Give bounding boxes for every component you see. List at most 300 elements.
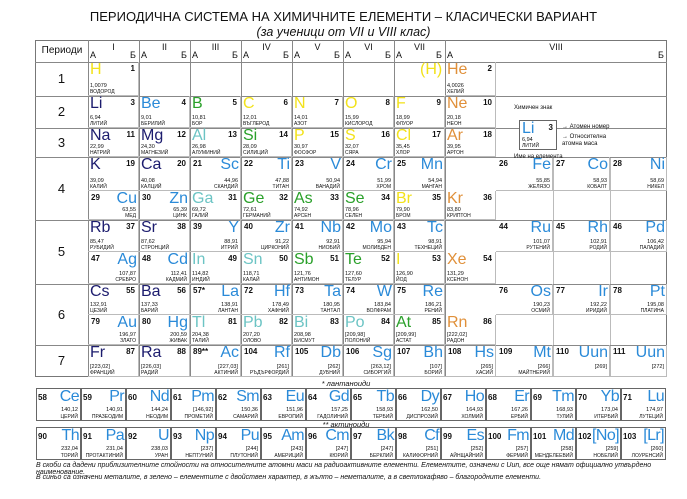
element-symbol: Pd [645, 219, 665, 236]
element-name: ГАДОЛИНИЙ [317, 414, 348, 420]
atomic-number: 40 [244, 222, 253, 231]
atomic-mass: 9,01 [141, 115, 152, 121]
element-cell-tl[interactable] [190, 315, 241, 345]
element-symbol: Bk [376, 427, 394, 444]
element-cell-hg[interactable] [139, 315, 190, 345]
atomic-mass: 196,97 [119, 332, 136, 338]
element-cell-al[interactable] [190, 128, 241, 157]
atomic-number: 103 [623, 432, 637, 441]
element-cell-in[interactable] [190, 252, 241, 284]
actinide-cell-no[interactable] [576, 427, 621, 460]
element-cell-br[interactable] [394, 191, 445, 220]
element-cell-au[interactable] [88, 315, 139, 345]
actinide-cell-cf[interactable] [396, 427, 441, 460]
element-symbol: C [243, 95, 255, 112]
element-cell-fe[interactable] [496, 157, 553, 191]
element-name: КИСЛОРОД [345, 121, 373, 127]
atomic-number: 7 [334, 98, 339, 107]
lanthanide-cell-ce[interactable] [36, 388, 81, 421]
actinide-cell-u[interactable] [126, 427, 171, 460]
group-header: I [112, 42, 115, 52]
lanthanide-cell-lu[interactable] [621, 388, 666, 421]
element-cell-si[interactable] [241, 128, 292, 157]
atomic-number: 69 [533, 393, 542, 402]
atomic-mass: 144,24 [151, 407, 168, 413]
lanthanide-cell-eu[interactable] [261, 388, 306, 421]
element-cell-xe[interactable] [445, 252, 496, 284]
element-symbol: Md [552, 427, 574, 444]
element-name: КАЛАЙ [243, 277, 260, 283]
atomic-mass: 6,94 [90, 115, 101, 121]
element-name: ТЕЛУР [345, 277, 362, 283]
element-cell-sg[interactable] [343, 345, 394, 377]
element-name: САМАРИЙ [233, 414, 258, 420]
element-cell-fr[interactable] [88, 345, 139, 377]
element-symbol: Sm [236, 388, 259, 405]
atomic-number: 18 [483, 130, 492, 139]
element-name: ХРОМ [376, 184, 391, 190]
element-cell-li[interactable] [88, 96, 139, 128]
element-cell-rn[interactable] [445, 315, 496, 345]
element-cell-pt[interactable] [610, 284, 667, 315]
element-cell-s[interactable] [343, 128, 394, 157]
element-name: АРСЕН [294, 213, 312, 219]
atomic-mass: 232,04 [61, 446, 78, 452]
lanthanide-cell-gd[interactable] [306, 388, 351, 421]
element-name: ИНДИЙ [192, 277, 210, 283]
element-cell-ga[interactable] [190, 191, 241, 220]
actinide-cell-cm[interactable] [306, 427, 351, 460]
atomic-number: 66 [398, 393, 407, 402]
element-symbol: Zr [274, 219, 290, 236]
atomic-number: 57* [193, 286, 206, 295]
element-cell-pb[interactable] [241, 315, 292, 345]
element-cell-mt[interactable] [496, 345, 553, 377]
atomic-mass: 157,25 [331, 407, 348, 413]
lanthanides-label: * лантаноиди [321, 379, 371, 388]
subgroup-a-header: А [243, 50, 250, 60]
element-name: МЕНДЕЛЕЕВИЙ [534, 453, 573, 459]
element-cell-ge[interactable] [241, 191, 292, 220]
element-symbol: In [192, 251, 206, 268]
group-header: VIII [549, 42, 563, 52]
element-symbol: Uun [635, 344, 665, 361]
atomic-mass: 151,96 [286, 407, 303, 413]
element-cell-he[interactable] [445, 62, 496, 96]
element-symbol: Cf [424, 427, 439, 444]
atomic-mass: [263,12] [371, 364, 391, 370]
atomic-number: 16 [381, 130, 390, 139]
element-cell-bi[interactable] [292, 315, 343, 345]
atomic-mass: 112,41 [170, 271, 187, 277]
atomic-mass: 91,22 [275, 239, 289, 245]
atomic-mass: 78,96 [345, 207, 359, 213]
element-cell-zn[interactable] [139, 191, 190, 220]
atomic-number: 93 [173, 432, 182, 441]
element-symbol: Ga [192, 190, 214, 207]
element-cell-po[interactable] [343, 315, 394, 345]
element-symbol: B [192, 95, 203, 112]
element-symbol: Ba [141, 283, 161, 300]
element-cell-uun[interactable] [553, 345, 610, 377]
element-name: НЕПТУНИЙ [185, 453, 213, 459]
atomic-number: 111 [613, 347, 626, 356]
subgroup-b-header: Б [232, 50, 238, 60]
element-cell-cs[interactable] [88, 284, 139, 315]
subgroup-b-header: Б [334, 50, 340, 60]
element-name: ХАФНИЙ [267, 308, 289, 314]
element-name: ТАНТАЛ [320, 308, 340, 314]
element-cell-p[interactable] [292, 128, 343, 157]
atomic-mass: 207,20 [243, 332, 260, 338]
element-symbol: Yb [600, 388, 619, 405]
atomic-number: 105 [295, 347, 309, 356]
element-name: СИЛИЦИЙ [243, 150, 268, 156]
legend-sample-symbol: Li [522, 120, 535, 137]
element-cell-b[interactable] [190, 96, 241, 128]
element-symbol: Ne [447, 95, 468, 112]
element-name: ФОСФОР [294, 150, 317, 156]
atomic-number: 62 [218, 393, 227, 402]
group-header: III [211, 42, 220, 52]
element-symbol: Gd [328, 388, 349, 405]
atomic-number: 8 [385, 98, 390, 107]
element-cell-sr[interactable] [139, 220, 190, 252]
element-cell-se[interactable] [343, 191, 394, 220]
atomic-number: 39 [193, 222, 202, 231]
element-cell-ta[interactable] [292, 284, 343, 315]
element-name: ТИТАН [272, 184, 289, 190]
element-cell-v[interactable] [292, 157, 343, 191]
atomic-mass: [243] [290, 446, 303, 452]
atomic-mass: [247] [335, 446, 348, 452]
atomic-number: 74 [346, 286, 355, 295]
element-symbol: Rb [90, 219, 111, 236]
actinide-cell-es[interactable] [441, 427, 486, 460]
atomic-mass: 98,91 [428, 239, 442, 245]
element-cell-k[interactable] [88, 157, 139, 191]
subgroup-b-header: Б [436, 50, 442, 60]
element-cell-o[interactable] [343, 96, 394, 128]
element-cell-as[interactable] [292, 191, 343, 220]
element-name: ЗЛАТО [120, 338, 136, 344]
element-name: ТЕХНЕЦИЙ [414, 245, 442, 251]
element-symbol: Fm [507, 427, 529, 444]
element-symbol: Nd [149, 388, 169, 405]
atomic-mass: 137,33 [141, 302, 158, 308]
element-cell-mn[interactable] [394, 157, 445, 191]
atomic-mass: 12,01 [243, 115, 257, 121]
period-label: 6 [57, 306, 66, 322]
element-cell-f[interactable] [394, 96, 445, 128]
element-cell-y[interactable] [190, 220, 241, 252]
element-cell-la[interactable] [190, 284, 241, 315]
atomic-mass: 10,81 [192, 115, 206, 121]
actinide-cell-th[interactable] [36, 427, 81, 460]
element-name: НИКЕЛ [647, 184, 664, 190]
atomic-number: 102 [578, 432, 592, 441]
atomic-mass: 44,96 [224, 178, 238, 184]
element-cell-sb[interactable] [292, 252, 343, 284]
element-name: ЕВРОПИЙ [278, 414, 303, 420]
element-cell-rh[interactable] [553, 220, 610, 252]
element-symbol: Rf [274, 344, 290, 361]
atomic-number: 25 [397, 159, 406, 168]
element-name: АМЕРИЦИЙ [274, 453, 303, 459]
element-cell-pd[interactable] [610, 220, 667, 252]
element-cell-co[interactable] [553, 157, 610, 191]
lanthanide-cell-sm[interactable] [216, 388, 261, 421]
element-symbol: Sg [372, 344, 392, 361]
lanthanide-cell-tb[interactable] [351, 388, 396, 421]
atomic-mass: 238,03 [151, 446, 168, 452]
atomic-number: 59 [83, 393, 92, 402]
element-cell-cu[interactable] [88, 191, 139, 220]
element-cell-rb[interactable] [88, 220, 139, 252]
element-name: ИРИДИЙ [585, 308, 607, 314]
lanthanide-cell-pm[interactable] [171, 388, 216, 421]
lanthanide-cell-pr[interactable] [81, 388, 126, 421]
atomic-number: 75 [397, 286, 406, 295]
atomic-mass: 15,99 [345, 115, 359, 121]
element-symbol: Ir [598, 283, 608, 300]
element-symbol: W [376, 283, 392, 300]
element-name: КРИПТОН [447, 213, 471, 219]
element-cell-h[interactable] [88, 62, 139, 96]
atomic-mass: 4,0026 [447, 83, 464, 89]
atomic-number: 60 [128, 393, 137, 402]
atomic-mass: 158,93 [376, 407, 393, 413]
lanthanide-cell-ho[interactable] [441, 388, 486, 421]
atomic-mass: [244] [245, 446, 258, 452]
element-cell-na[interactable] [88, 128, 139, 157]
element-cell-rf[interactable] [241, 345, 292, 377]
element-cell-ni[interactable] [610, 157, 667, 191]
atomic-mass: 1,0079 [90, 83, 107, 89]
element-cell-tc[interactable] [394, 220, 445, 252]
atomic-mass: [222,02] [447, 332, 467, 338]
period-label: 2 [57, 104, 66, 119]
element-name: ИТЕРБИЙ [594, 414, 618, 420]
element-name: ЛОУРЕНСИЙ [631, 453, 663, 459]
element-name: БАРИЙ [141, 308, 159, 314]
element-cell-hf[interactable] [241, 284, 292, 315]
element-cell-ag[interactable] [88, 252, 139, 284]
element-symbol: Tc [427, 219, 443, 236]
atomic-mass: 47,88 [275, 178, 289, 184]
element-symbol: Os [530, 283, 551, 300]
atomic-number: 73 [295, 286, 304, 295]
actinide-cell-fm[interactable] [486, 427, 531, 460]
element-name: БЕРКЛИЙ [369, 453, 393, 459]
element-cell-be[interactable] [139, 96, 190, 128]
atomic-mass: 131,29 [447, 271, 464, 277]
atomic-mass: 74,92 [294, 207, 308, 213]
element-name: ТУЛИЙ [556, 414, 573, 420]
atomic-number: 35 [432, 193, 441, 202]
element-symbol: Eu [285, 388, 304, 405]
element-cell-ru[interactable] [496, 220, 553, 252]
element-symbol: Cu [116, 190, 137, 207]
actinide-cell-bk[interactable] [351, 427, 396, 460]
lanthanide-cell-nd[interactable] [126, 388, 171, 421]
footnote-1: В скоби са дадени приблизителните стойности на относителните атомни маси на радиоактивните елементи. Елементите, означени с Uun, все още нямат официално утвърдено наименование. [36, 462, 652, 476]
lanthanide-cell-yb[interactable] [576, 388, 621, 421]
element-cell-c[interactable] [241, 96, 292, 128]
element-name: ТЕРБИЙ [372, 414, 393, 420]
actinide-cell-lr[interactable] [621, 427, 666, 460]
element-symbol: At [396, 314, 412, 331]
element-name: РУТЕНИЙ [526, 245, 550, 251]
legend-sample-number: 3 [548, 123, 553, 132]
element-symbol: Y [228, 219, 239, 236]
atomic-number: 38 [177, 222, 186, 231]
element-symbol: Mg [141, 127, 164, 144]
legend-name-label: Име на елемента [514, 154, 563, 160]
element-cell-sc[interactable] [190, 157, 241, 191]
element-cell-os[interactable] [496, 284, 553, 315]
atomic-number: 51 [330, 254, 339, 263]
element-cell-hs[interactable] [445, 345, 496, 377]
element-cell-zr[interactable] [241, 220, 292, 252]
element-cell-bh[interactable] [394, 345, 445, 377]
atomic-mass: 55,85 [536, 178, 550, 184]
element-name: ХАСИЙ [475, 370, 493, 376]
actinide-cell-np[interactable] [171, 427, 216, 460]
atomic-mass: 30,97 [294, 144, 308, 150]
element-cell-mo[interactable] [343, 220, 394, 252]
atomic-mass: [107] [429, 364, 442, 370]
element-cell-n[interactable] [292, 96, 343, 128]
element-symbol: Ra [141, 344, 162, 361]
element-cell-cl[interactable] [394, 128, 445, 157]
element-cell-mg[interactable] [139, 128, 190, 157]
element-name: КАЛИФОРНИЙ [402, 453, 438, 459]
atomic-number: 17 [432, 130, 441, 139]
page-subtitle: (за ученици от VII и VIII клас) [256, 25, 431, 39]
element-name: ПОЛОНИЙ [345, 338, 371, 344]
atomic-mass: 50,94 [326, 178, 340, 184]
atomic-number: 58 [38, 393, 47, 402]
element-cell-kr[interactable] [445, 191, 496, 220]
element-cell-db[interactable] [292, 345, 343, 377]
element-symbol: Nb [320, 219, 341, 236]
element-cell-ba[interactable] [139, 284, 190, 315]
element-cell-ne[interactable] [445, 96, 496, 128]
actinide-cell-pa[interactable] [81, 427, 126, 460]
element-cell-ca[interactable] [139, 157, 190, 191]
element-cell-ra[interactable] [139, 345, 190, 377]
element-cell-sn[interactable] [241, 252, 292, 284]
element-name: КСЕНОН [447, 277, 468, 283]
atomic-mass: 58,93 [593, 178, 607, 184]
element-symbol: Sc [220, 156, 239, 173]
element-name: ПРОТАКТИНИЙ [85, 453, 123, 459]
atomic-mass: 140,12 [61, 407, 78, 413]
lanthanide-cell-dy[interactable] [396, 388, 441, 421]
page-title: ПЕРИОДИЧНА СИСТЕМА НА ХИМИЧНИТЕ ЕЛЕМЕНТИ – КЛАСИЧЕСКИ ВАРИАНТ [89, 9, 598, 24]
atomic-number: 42 [346, 222, 355, 231]
element-symbol: Pu [240, 427, 259, 444]
element-cell-re[interactable] [394, 284, 445, 315]
atomic-number: 94 [218, 432, 227, 441]
element-cell-te[interactable] [343, 252, 394, 284]
element-cell-w[interactable] [343, 284, 394, 315]
atomic-number: 65 [353, 393, 362, 402]
element-name: ЦИРКОНИЙ [260, 245, 289, 251]
element-cell-ir[interactable] [553, 284, 610, 315]
element-name: РЪДЪРФОРДИЙ [249, 370, 289, 376]
atomic-mass: 20,18 [447, 115, 461, 121]
atomic-mass: [251] [425, 446, 438, 452]
atomic-mass: [265] [480, 364, 493, 370]
element-name: ГАЛИЙ [192, 213, 209, 219]
atomic-number: 45 [556, 222, 565, 231]
atomic-number: 4 [181, 98, 186, 107]
element-cell-i[interactable] [394, 252, 445, 284]
element-symbol: Np [194, 427, 214, 444]
atomic-number: 48 [142, 254, 151, 263]
atomic-mass: 88,91 [224, 239, 238, 245]
element-cell-cd[interactable] [139, 252, 190, 284]
element-cell-at[interactable] [394, 315, 445, 345]
atomic-number: 21 [193, 159, 202, 168]
element-cell-nb[interactable] [292, 220, 343, 252]
element-name: НЕОН [447, 121, 462, 127]
atomic-number: 6 [283, 98, 288, 107]
lanthanide-cell-tm[interactable] [531, 388, 576, 421]
atomic-mass: 150,36 [241, 407, 258, 413]
element-symbol: Tm [552, 388, 574, 405]
element-symbol: Pm [191, 388, 214, 405]
lanthanide-cell-er[interactable] [486, 388, 531, 421]
element-symbol: O [345, 95, 358, 112]
actinide-cell-pu[interactable] [216, 427, 261, 460]
atomic-number: 110 [556, 347, 569, 356]
atomic-number: 68 [488, 393, 497, 402]
atomic-mass: 39,95 [447, 144, 461, 150]
atomic-mass: [262] [327, 364, 340, 370]
element-symbol: F [396, 95, 406, 112]
atomic-number: 43 [397, 222, 406, 231]
element-cell-cr[interactable] [343, 157, 394, 191]
element-cell-uun[interactable] [610, 345, 667, 377]
atomic-mass: 65,39 [173, 207, 187, 213]
element-symbol: Es [466, 427, 484, 444]
element-symbol: Xe [447, 251, 467, 268]
atomic-mass: 54,94 [428, 178, 442, 184]
atomic-mass: 138,91 [221, 302, 238, 308]
actinide-cell-md[interactable] [531, 427, 576, 460]
element-cell-ti[interactable] [241, 157, 292, 191]
atomic-number: 106 [346, 347, 360, 356]
element-name: ГЕРМАНИЙ [243, 213, 271, 219]
element-name: АЛУМИНИЙ [192, 150, 221, 156]
element-name: КАДМИЙ [165, 277, 187, 283]
period-label: 1 [57, 71, 66, 86]
element-symbol: Am [281, 427, 304, 444]
actinide-cell-am[interactable] [261, 427, 306, 460]
element-cell-ac[interactable] [190, 345, 241, 377]
element-cell-ar[interactable] [445, 128, 496, 157]
subgroup-a-header: А [345, 50, 352, 60]
legend-sample-cell [519, 120, 557, 150]
atomic-number: 47 [91, 254, 100, 263]
element-symbol: Zn [169, 190, 188, 207]
element-symbol: Al [192, 127, 207, 144]
group-header: VII [413, 42, 425, 52]
element-symbol: La [221, 283, 239, 300]
